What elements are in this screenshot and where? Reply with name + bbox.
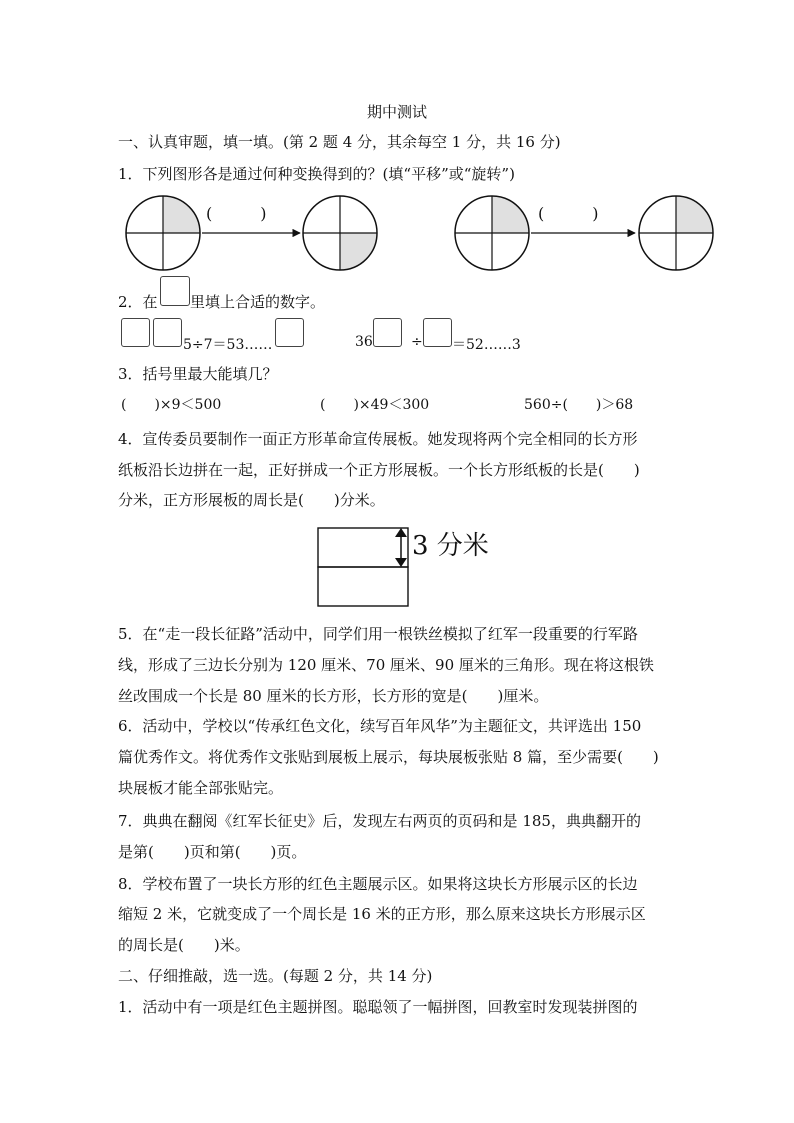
- q2-expr2-a: 36: [355, 334, 373, 350]
- q3-b[interactable]: ( )×49＜300: [320, 397, 430, 413]
- q3-a[interactable]: ( )×9＜500: [121, 397, 222, 413]
- q5-line2: 线，形成了三边长分别为 120 厘米、70 厘米、90 厘米的三角形。现在将这根铁: [118, 656, 654, 674]
- q6-line2: 篇优秀作文。将优秀作文张贴到展板上展示，每块展板张贴 8 篇，至少需要( ): [118, 748, 659, 766]
- q5-line1: 5．在“走一段长征路”活动中，同学们用一根铁丝模拟了红军一段重要的行军路: [118, 625, 638, 643]
- q2-box-3[interactable]: [275, 318, 304, 347]
- section1-heading: 一、认真审题，填一填。(第 2 题 4 分，其余每空 1 分，共 16 分): [118, 133, 561, 151]
- q4-figure-label: 3 分米: [412, 531, 489, 561]
- circle-1-top-right-shaded: [126, 196, 200, 270]
- q2-box-4[interactable]: [373, 318, 402, 347]
- q2-box-2[interactable]: [153, 318, 182, 347]
- q2-suffix: 里填上合适的数字。: [190, 293, 326, 311]
- q2-box-1[interactable]: [121, 318, 150, 347]
- q8-line2: 缩短 2 米，它就变成了一个周长是 16 米的正方形，那么原来这块长方形展示区: [118, 905, 646, 923]
- dimension-arrow-bottom: [395, 558, 407, 567]
- q6-line3: 块展板才能全部张贴完。: [118, 779, 284, 797]
- q5-line3: 丝改围成一个长是 80 厘米的长方形，长方形的宽是( )厘米。: [118, 687, 549, 705]
- circle-3-top-right-shaded: [455, 196, 529, 270]
- q2-box-5[interactable]: [423, 318, 452, 347]
- q2-expr1: 5÷7＝53……: [183, 337, 273, 353]
- rect-bottom: [318, 567, 408, 606]
- q7-line1: 7．典典在翻阅《红军长征史》后，发现左右两页的页码和是 185，典典翻开的: [118, 812, 641, 830]
- section2-heading: 二、仔细推敲，选一选。(每题 2 分，共 14 分): [118, 967, 433, 985]
- dimension-arrow-top: [395, 528, 407, 537]
- q4-line2: 纸板沿长边拼在一起，正好拼成一个正方形展板。一个长方形纸板的长是( ): [118, 461, 640, 479]
- q6-line1: 6．活动中，学校以“传承红色文化，续写百年风华”为主题征文，共评选出 150: [118, 717, 642, 735]
- q1-text: 1．下列图形各是通过何种变换得到的？(填“平移”或“旋转”): [118, 165, 515, 183]
- q4-line3: 分米，正方形展板的周长是( )分米。: [118, 491, 385, 509]
- q8-line1: 8．学校布置了一块长方形的红色主题展示区。如果将这块长方形展示区的长边: [118, 875, 638, 893]
- s2-q1-line1: 1．活动中有一项是红色主题拼图。聪聪领了一幅拼图，回教室时发现装拼图的: [118, 998, 638, 1016]
- q3-text: 3．括号里最大能填几？: [118, 365, 278, 383]
- q1-blank-right[interactable]: ( ): [538, 204, 599, 223]
- q2-prefix: 2．在: [118, 293, 158, 311]
- circle-2-bottom-right-shaded: [303, 196, 377, 270]
- q7-line2: 是第( )页和第( )页。: [118, 843, 307, 861]
- q8-line3: 的周长是( )米。: [118, 936, 250, 954]
- q4-line1: 4．宣传委员要制作一面正方形革命宣传展板。她发现将两个完全相同的长方形: [118, 430, 638, 448]
- page-title: 期中测试: [366, 103, 427, 121]
- q2-expr2-c: ＝52……3: [452, 337, 521, 353]
- q2-box-example: [160, 276, 190, 306]
- rect-top: [318, 528, 408, 567]
- q1-blank-left[interactable]: ( ): [206, 204, 267, 223]
- circle-4-top-right-shaded: [639, 196, 713, 270]
- q2-expr2-b: ÷: [411, 334, 423, 350]
- q3-c[interactable]: 560÷( )＞68: [524, 397, 634, 413]
